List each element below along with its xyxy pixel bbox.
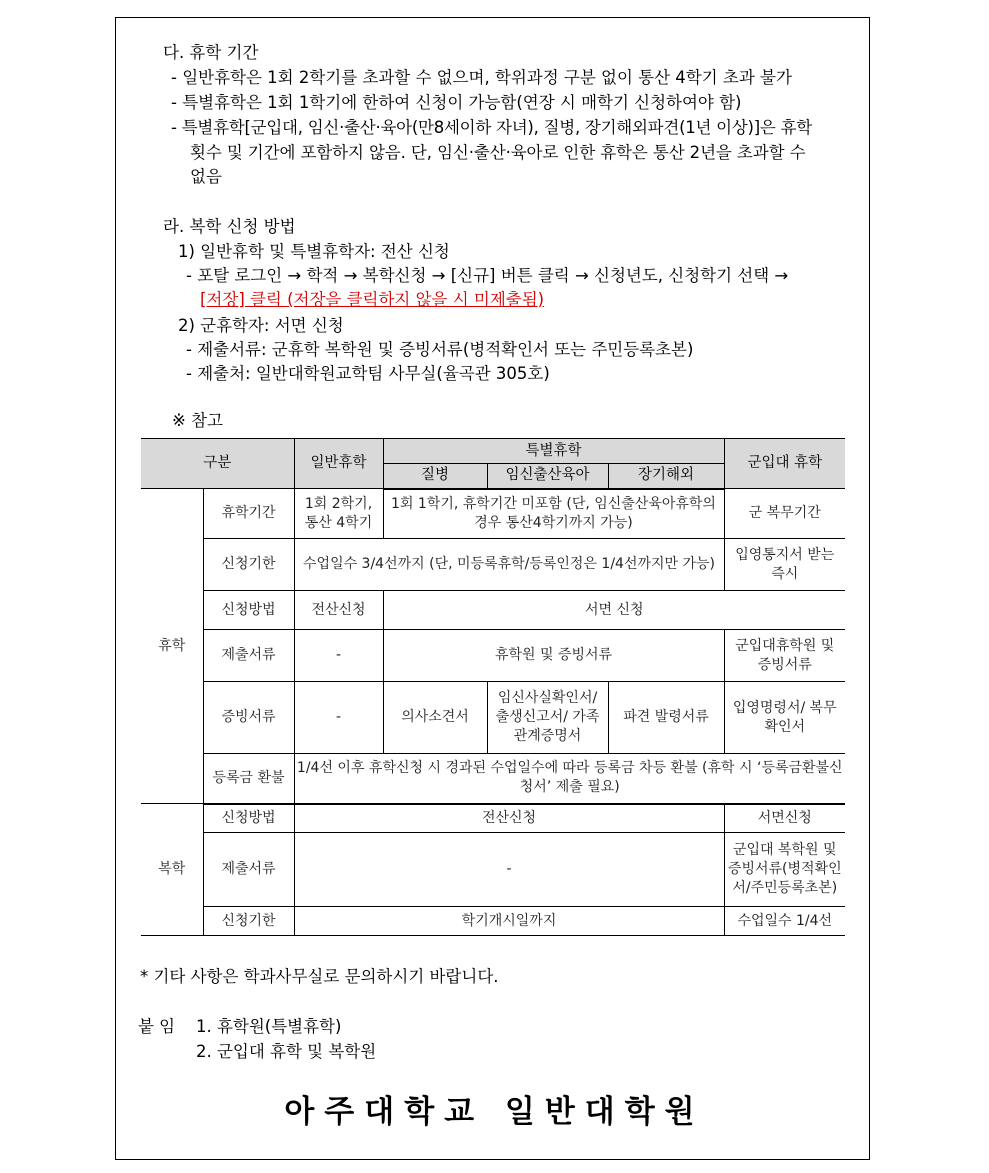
- header-gubun: 구분: [141, 439, 294, 489]
- attachment-item-2: 2. 군입대 휴학 및 복학원: [196, 1042, 377, 1061]
- return-item-2-title: 2) 군휴학자: 서면 신청: [178, 316, 344, 335]
- header-overseas: 장기해외: [608, 464, 724, 489]
- cell-period-military: 군 복무기간: [724, 489, 845, 539]
- attachment-item-1: 1. 휴학원(특별휴학): [196, 1017, 342, 1036]
- row-group-leave: 휴학: [141, 489, 203, 804]
- header-special-leave: 특별휴학: [383, 439, 724, 464]
- section-heading-return-method: 라. 복학 신청 방법: [163, 217, 296, 236]
- header-military-leave: 군입대 휴학: [724, 439, 845, 489]
- row-label-leave-period: 휴학기간: [203, 489, 294, 539]
- cell-deadline-main: 수업일수 3/4선까지 (단, 미등록휴학/등록인정은 1/4선까지만 가능): [294, 539, 724, 591]
- row-label-return-deadline: 신청기한: [203, 907, 294, 936]
- header-illness: 질병: [383, 464, 487, 489]
- cell-period-special: 1회 1학기, 휴학기간 미포함 (단, 임신출산육아휴학의 경우 통산4학기까지 가능): [383, 489, 724, 539]
- row-group-return: 복학: [141, 804, 203, 936]
- cell-return-deadline-main: 학기개시일까지: [294, 907, 724, 936]
- row-label-return-docs: 제출서류: [203, 833, 294, 907]
- cell-return-deadline-military: 수업일수 1/4선: [724, 907, 845, 936]
- leave-period-line-1: - 일반휴학은 1회 2학기를 초과할 수 없으며, 학위과정 구분 없이 통산 4학기 초과 불가: [171, 68, 792, 87]
- leave-period-line-3: - 특별휴학[군입대, 임신·출산·육아(만8세이하 자녀), 질병, 장기해외파견(1년 이상)]은 휴학: [171, 118, 812, 137]
- section-heading-leave-period: 다. 휴학 기간: [163, 43, 259, 62]
- row-label-leave-evidence: 증빙서류: [203, 682, 294, 754]
- cell-method-other: 서면 신청: [383, 591, 845, 630]
- row-label-return-method: 신청방법: [203, 804, 294, 833]
- reference-table: [141, 438, 845, 936]
- cell-period-general: 1회 2학기, 통산 4학기: [294, 489, 383, 539]
- return-item-1-title: 1) 일반휴학 및 특별휴학자: 전산 신청: [178, 242, 450, 261]
- cell-docs-special: 휴학원 및 증빙서류: [383, 630, 724, 682]
- cell-return-docs-main: -: [294, 833, 724, 907]
- cell-return-method-military: 서면신청: [724, 804, 845, 833]
- reference-heading: ※ 참고: [172, 411, 223, 430]
- footer-institution-title: 아주대학교 일반대학원: [284, 1094, 705, 1130]
- cell-docs-general: -: [294, 630, 383, 682]
- cell-evidence-military: 입영명령서/ 복무확인서: [724, 682, 845, 754]
- leave-period-line-5: 없음: [190, 167, 222, 186]
- return-item-1-warning: [저장] 클릭 (저장을 클릭하지 않을 시 미제출됨): [200, 290, 545, 309]
- cell-evidence-general: -: [294, 682, 383, 754]
- row-label-leave-docs: 제출서류: [203, 630, 294, 682]
- attachments-label: 붙 임: [138, 1017, 176, 1036]
- etc-note: * 기타 사항은 학과사무실로 문의하시기 바랍니다.: [140, 967, 499, 986]
- return-item-1-line-1: - 포탈 로그인 → 학적 → 복학신청 → [신규] 버튼 클릭 → 신청년도, 신청학기 선택 →: [186, 266, 789, 285]
- row-label-refund: 등록금 환불: [203, 754, 294, 804]
- return-item-2-line-1: - 제출서류: 군휴학 복학원 및 증빙서류(병적확인서 또는 주민등록초본): [186, 340, 694, 359]
- cell-evidence-pregnancy: 임신사실확인서/ 출생신고서/ 가족관계증명서: [487, 682, 608, 754]
- row-label-leave-deadline: 신청기한: [203, 539, 294, 591]
- cell-return-method-main: 전산신청: [294, 804, 724, 833]
- leave-period-line-4: 횟수 및 기간에 포함하지 않음. 단, 임신·출산·육아로 인한 휴학은 통산 2년을 초과할 수: [190, 143, 806, 162]
- header-general-leave: 일반휴학: [294, 439, 383, 489]
- cell-deadline-military: 입영통지서 받는 즉시: [724, 539, 845, 591]
- leave-period-line-2: - 특별휴학은 1회 1학기에 한하여 신청이 가능함(연장 시 매학기 신청하여야 함): [171, 93, 742, 112]
- cell-return-docs-military: 군입대 복학원 및 증빙서류(병적확인서/주민등록초본): [724, 833, 845, 907]
- cell-evidence-illness: 의사소견서: [383, 682, 487, 754]
- row-label-leave-method: 신청방법: [203, 591, 294, 630]
- cell-refund: 1/4선 이후 휴학신청 시 경과된 수업일수에 따라 등록금 차등 환불 (휴학 시 ‘등록금환불신청서’ 제출 필요): [294, 754, 845, 804]
- cell-method-general: 전산신청: [294, 591, 383, 630]
- return-item-2-line-2: - 제출처: 일반대학원교학팀 사무실(율곡관 305호): [186, 364, 550, 383]
- cell-evidence-overseas: 파견 발령서류: [608, 682, 724, 754]
- cell-docs-military: 군입대휴학원 및 증빙서류: [724, 630, 845, 682]
- header-pregnancy: 임신출산육아: [487, 464, 608, 489]
